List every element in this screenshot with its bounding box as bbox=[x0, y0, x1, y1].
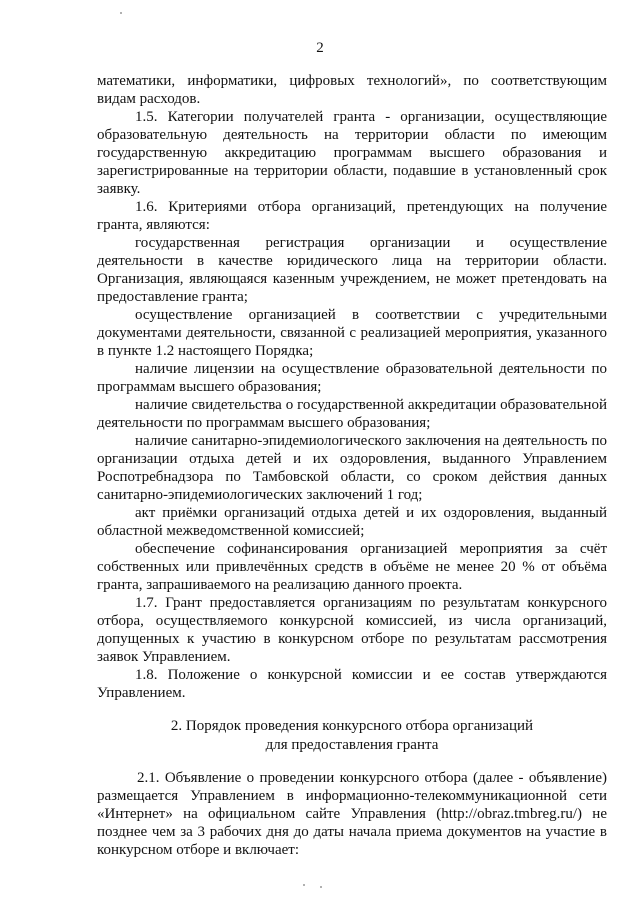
criterion-sanitary: наличие санитарно-эпидемиологического заключения на деятельность по организации отдыха детей и их оздоровления, выданного Управлением Роспотребнадзора по Тамбовской области, со сроком действия данных санитарно-эпидемиологических заключений 1 год; bbox=[97, 433, 607, 503]
paragraph-2-1: 2.1. Объявление о проведении конкурсного отбора (далее - объявление) размещается Управлением в информационно-телекоммуникационной сети «Интернет» на официальном сайте Управления (http://obraz.tmbreg.ru/) не позднее чем за 3 рабочих дня до даты начала приема документов на участие в конкурсном отборе и включает: bbox=[97, 770, 607, 858]
criterion-accreditation: наличие свидетельства о государственной аккредитации образовательной деятельности по программам высшего образования; bbox=[97, 397, 607, 431]
page-number: 2 bbox=[316, 40, 324, 56]
section-heading-line1: 2. Порядок проведения конкурсного отбора организаций bbox=[170, 718, 534, 734]
section-heading-line2: для предоставления гранта bbox=[265, 737, 439, 753]
criterion-registration: государственная регистрация организации и осуществление деятельности в качестве юридического лица на территории области. Организация, являющаяся казенным учреждением, не может претендовать на предоставление гранта; bbox=[97, 235, 607, 305]
scan-speck bbox=[120, 12, 122, 14]
document-body bbox=[97, 72, 607, 859]
paragraph-1-5: 1.5. Категории получателей гранта - организации, осуществляющие образовательную деятельность на территории области по имеющим государственную аккредитацию программам высшего образования и зарегистрированные на территории области, подавшие в установленный срок заявку. bbox=[97, 109, 607, 197]
criterion-activity: осуществление организацией в соответствии с учредительными документами деятельности, связанной с реализацией мероприятия, указанного в пункте 1.2 настоящего Порядка; bbox=[97, 307, 607, 359]
section-heading bbox=[97, 717, 607, 755]
paragraph-continuation: математики, информатики, цифровых технологий», по соответствующим видам расходов. bbox=[97, 73, 607, 107]
paragraph-1-6: 1.6. Критериями отбора организаций, претендующих на получение гранта, являются: bbox=[97, 199, 607, 233]
paragraph-1-8: 1.8. Положение о конкурсной комиссии и ее состав утверждаются Управлением. bbox=[97, 667, 607, 701]
criterion-cofinancing: обеспечение софинансирования организацией мероприятия за счёт собственных или привлечённых средств в объёме не менее 20 % от объёма гранта, запрашиваемого на реализацию данного проекта. bbox=[97, 541, 607, 593]
scan-speck bbox=[303, 884, 305, 886]
scan-speck bbox=[320, 886, 322, 888]
criterion-license: наличие лицензии на осуществление образовательной деятельности по программам высшего образования; bbox=[97, 361, 607, 395]
criterion-acceptance-act: акт приёмки организаций отдыха детей и их оздоровления, выданный областной межведомственной комиссией; bbox=[97, 505, 607, 539]
paragraph-1-7: 1.7. Грант предоставляется организациям по результатам конкурсного отбора, осуществляемого конкурсной комиссией, из числа организаций, допущенных к участию в конкурсном отборе по результатам рассмотрения заявок Управлением. bbox=[97, 595, 607, 665]
